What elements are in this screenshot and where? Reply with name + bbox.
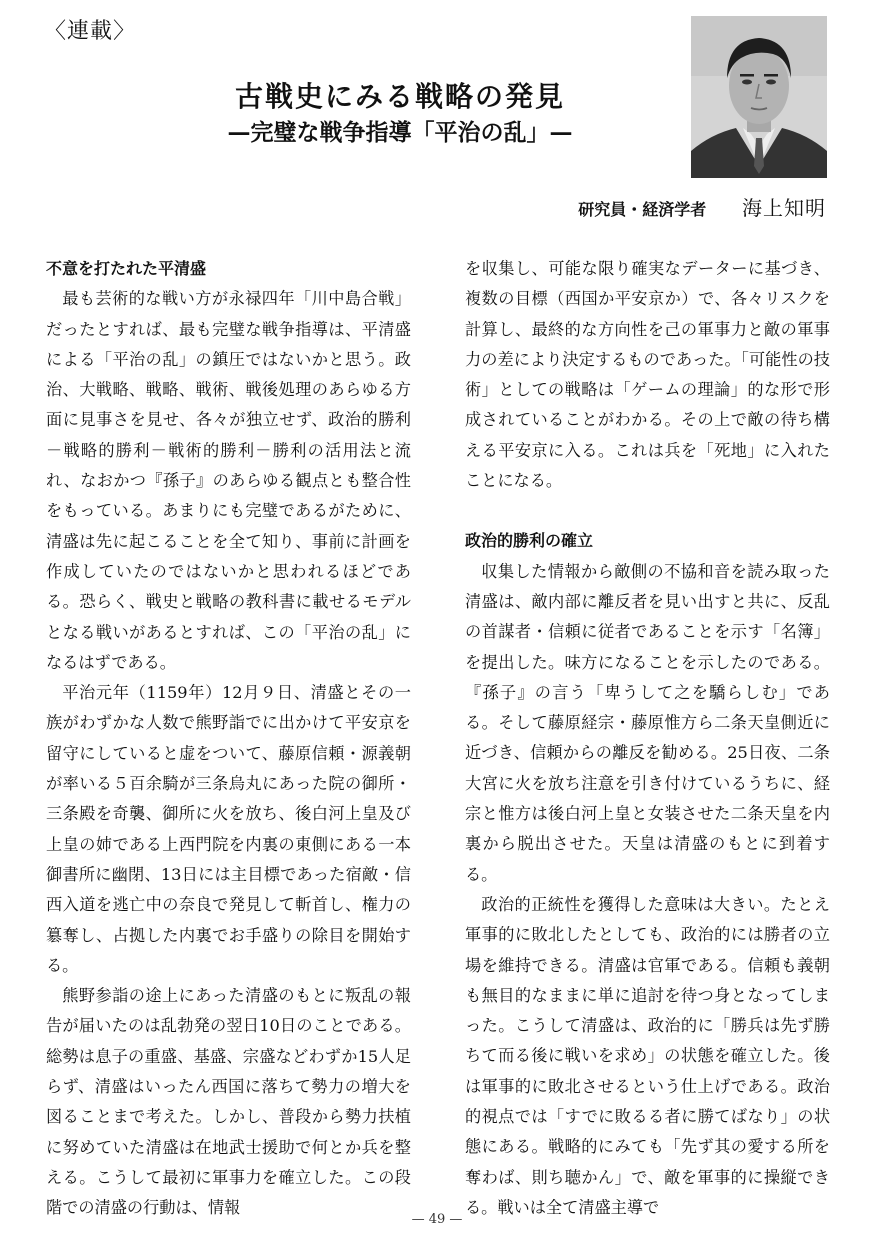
section-spacer [465,496,830,526]
author-portrait-image [691,16,827,178]
body-paragraph: 収集した情報から敵側の不協和音を読み取った清盛は、敵内部に離反者を見い出すと共に、反乱の首謀者・信頼に従者であることを示す「名簿」を提出した。味方になることを示したのである。『孫子』の言う「卑うして之を驕らしむ」である。そして藤原経宗・藤原惟方ら二条天皇側近に近づき、信頼からの離反を勧める。25日夜、二条大宮に火を放ち注意を引き付けているうちに、経宗と惟方は後白河上皇と女装させた二条天皇を内裏から脱出させた。天皇は清盛のもとに到着する。 [465,561,830,884]
right-column [465,254,830,1223]
title-block [120,80,680,148]
page-number: — 49 — [411,1212,463,1227]
section-heading: 政治的勝利の確立 [465,531,594,551]
series-label: 〈連載〉 [44,19,137,44]
author-name: 海上知明 [742,196,826,220]
author-role: 研究員・経済学者 [578,200,707,219]
article-subtitle: —完璧な戦争指導「平治の乱」— [227,119,573,146]
left-column [46,254,411,1224]
body-paragraph: 平治元年（1159年）12月９日、清盛とその一族がわずかな人数で熊野詣でに出かけて平安京を留守にしていると虚をついて、藤原信頼・源義朝が率いる５百余騎が三条烏丸にあった院の御所・三条殿を奇襲、御所に火を放ち、後白河上皇及び上皇の姉である上西門院を内裏の東側にある一本御書所に幽閉、13日には主目標であった宿敵・信西入道を逃亡中の奈良で発見して斬首し、権力の簒奪し、占拠した内裏でお手盛りの除目を開始する。 [46,683,411,975]
body-paragraph: を収集し、可能な限り確実なデーターに基づき、複数の目標（西国か平安京か）で、各々リスクを計算し、最終的な方向性を己の軍事力と敵の軍事力の差により決定するものであった。「可能性の技術」としての戦略は「ゲームの理論」的な形で形成されていることがわかる。その上で敵の待ち構える平安京に入る。これは兵を「死地」に入れたことになる。 [465,259,830,491]
body-paragraph: 最も芸術的な戦い方が永禄四年「川中島合戦」だったとすれば、最も完璧な戦争指導は、平清盛による「平治の乱」の鎮圧ではないかと思う。政治、大戦略、戦略、戦術、戦後処理のあらゆる方面に見事さを見せ、各々が独立せず、政治的勝利－戦略的勝利－戦術的勝利－勝利の活用法と流れ、なおかつ『孫子』のあらゆる観点とも整合性をもっている。あまりにも完璧であるがために、清盛は先に起こることを全て知り、事前に計画を作成していたのではないかと思われるほどである。恐らく、戦史と戦略の教科書に載せるモデルとなる戦いがあるとすれば、この「平治の乱」になるはずである。 [46,289,411,672]
body-paragraph: 政治的正統性を獲得した意味は大きい。たとえ軍事的に敗北したとしても、政治的には勝者の立場を維持できる。清盛は官軍である。信頼も義朝も無目的なままに単に追討を待つ身となってしまった。こうして清盛は、政治的に「勝兵は先ず勝ちて而る後に戦いを求め」の状態を確立した。後は軍事的に敗北させるという仕上げである。政治的視点では「すでに敗るる者に勝てばなり」の状態にある。戦略的にみても「先ず其の愛する所を奪わば、則ち聴かん」で、敵を軍事的に操縦できる。戦いは全て清盛主導で [465,894,830,1217]
author-photo [691,16,827,178]
body-paragraph: 熊野参詣の途上にあった清盛のもとに叛乱の報告が届いたのは乱勃発の翌日10日のことである。総勢は息子の重盛、基盛、宗盛などわずか15人足らず、清盛はいったん西国に落ちて勢力の増大を図ることまで考えた。しかし、普段から勢力扶植に努めていた清盛は在地武士援助で何とか兵を整える。こうして最初に軍事力を確立した。この段階での清盛の行動は、情報 [46,986,411,1218]
author-byline [578,192,826,221]
section-heading: 不意を打たれた平清盛 [46,259,207,278]
article-title: 古戦史にみる戦略の発見 [234,80,565,113]
